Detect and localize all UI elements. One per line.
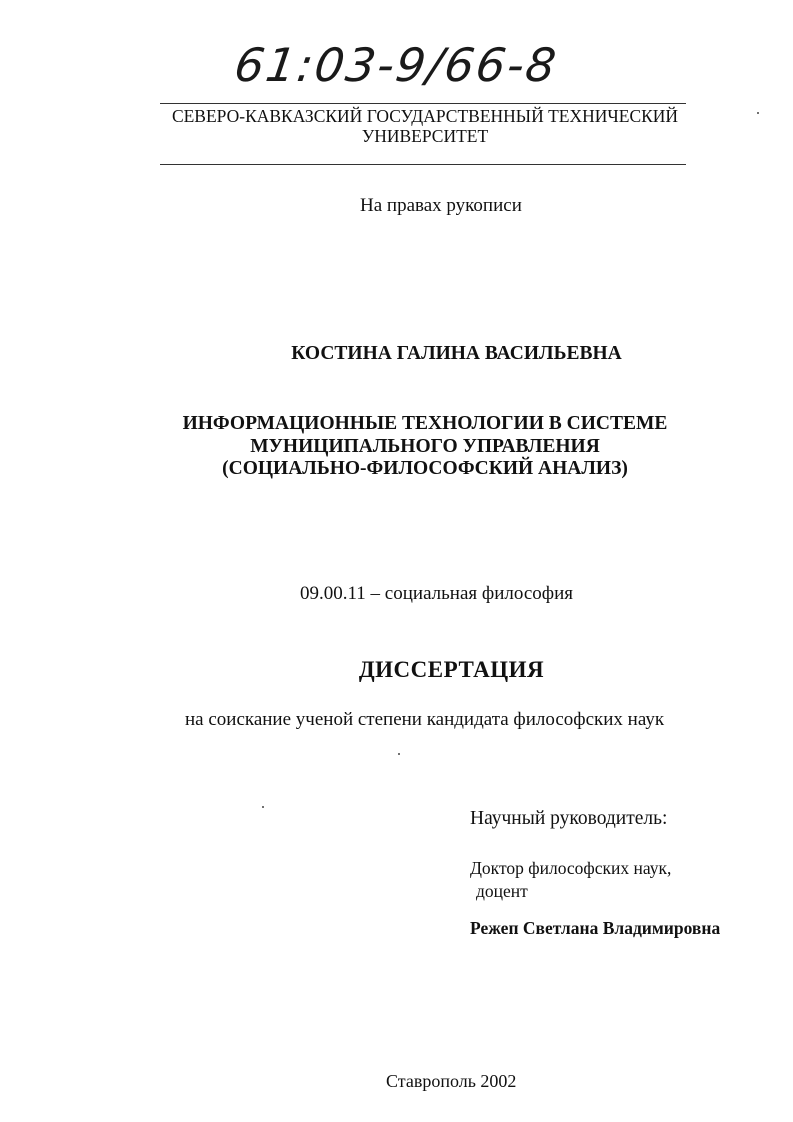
title-line-2: МУНИЦИПАЛЬНОГО УПРАВЛЕНИЯ — [250, 435, 600, 457]
manuscript-note: На правах рукописи — [360, 195, 522, 216]
supervisor-title-line-2: доцент — [476, 881, 528, 901]
supervisor-label: Научный руководитель: — [470, 808, 668, 829]
degree-line: на соискание ученой степени кандидата философских наук — [185, 709, 665, 730]
bottom-rule — [160, 164, 686, 165]
specialty-code: 09.00.11 – социальная философия — [300, 583, 573, 604]
institution-name — [160, 106, 690, 146]
top-rule — [160, 103, 686, 104]
work-type: ДИССЕРТАЦИЯ — [358, 657, 545, 682]
title-line-1: ИНФОРМАЦИОННЫЕ ТЕХНОЛОГИИ В СИСТЕМЕ — [182, 413, 668, 434]
institution-line-1: СЕВЕРО-КАВКАЗСКИЙ ГОСУДАРСТВЕННЫЙ ТЕХНИЧЕСКИЙ — [171, 106, 679, 126]
supervisor-title-line-1: Доктор философских наук, — [470, 858, 672, 878]
dissertation-title — [100, 413, 750, 481]
supervisor-credentials — [470, 857, 730, 903]
supervisor-name: Режеп Светлана Владимировна — [470, 918, 721, 938]
handwritten-archive-number: 61:03-9/66-8 — [231, 38, 562, 92]
title-line-3: (СОЦИАЛЬНО-ФИЛОСОФСКИЙ АНАЛИЗ) — [222, 458, 628, 479]
scan-speck — [757, 112, 759, 114]
institution-line-2: УНИВЕРСИТЕТ — [361, 126, 489, 146]
scan-speck — [262, 806, 264, 808]
scan-speck — [398, 753, 400, 755]
city-year: Ставрополь 2002 — [386, 1071, 517, 1091]
author-name: КОСТИНА ГАЛИНА ВАСИЛЬЕВНА — [291, 343, 622, 364]
